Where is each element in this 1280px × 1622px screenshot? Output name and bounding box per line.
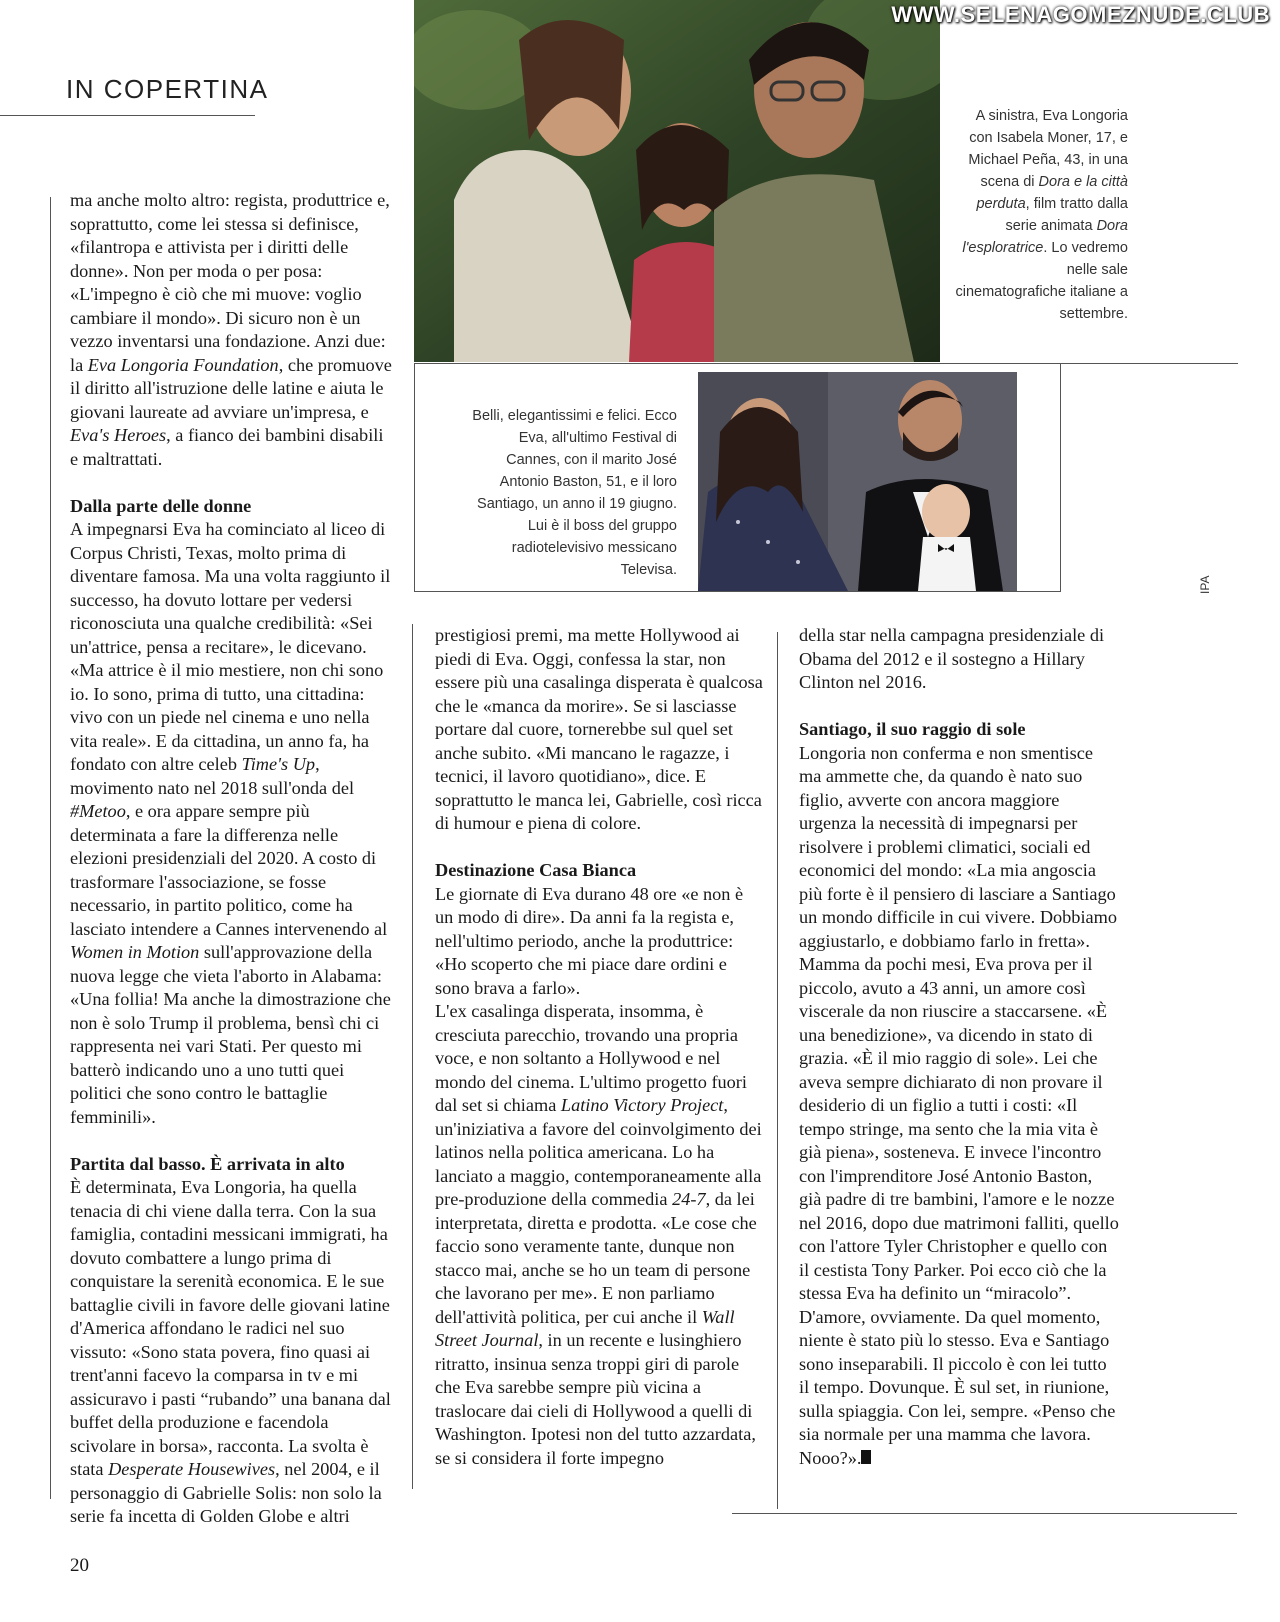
text-run: , che promuove il diritto all'istruzione delle latine e aiuta le giovani laureate ad avviare un'impresa, e <box>70 354 392 422</box>
text-run: È determinata, Eva Longoria, ha quella tenacia di chi viene dalla terra. Con la sua famiglia, contadini messicani immigrati, ha dovuto combattere a lungo prima di conquistare la serenità economica. E le sue battaglie civili in favore delle giovani latine d'America affondano le radici nel suo vissuto: «Sono stata povera, fino quasi ai trent'anni facevo la comparsa in tv e mi assicuravo i pasti “rubando” una banana dal buffet della produzione e facendola scivolare in borsa», racconta. La svolta è stata <box>70 1177 391 1479</box>
movement-name: Time's Up <box>241 754 316 774</box>
film-still-illustration <box>414 0 940 362</box>
caption-series-title: Dora l'esploratrice <box>962 218 1128 256</box>
article-column-3 <box>799 624 1119 1470</box>
text-run: L'ex casalinga disperata, insomma, è cresciuta parecchio, trovando una propria voce, e non soltanto a Hollywood e nel mondo del cinema. L'ultimo progetto fuori dal set si chiama <box>435 1001 747 1115</box>
column-divider-1 <box>412 624 413 1489</box>
article-column-2 <box>435 624 765 1470</box>
paragraph <box>70 189 395 471</box>
subheading: Dalla parte delle donne <box>70 495 252 516</box>
film-still-caption <box>955 105 1128 325</box>
paragraph: Le giornate di Eva durano 48 ore «e non è un modo di dire». Da anni fa la regista e, nell'ultimo periodo, anche la produttrice: «Ho scoperto che mi piace dare ordini e sono brava a farlo». <box>435 883 744 998</box>
page-number: 20 <box>70 1555 89 1576</box>
cannes-photo-caption: Belli, elegantissimi e felici. Ecco Eva, all'ultimo Festival di Cannes, con il marito José Antonio Baston, 51, e il loro Santiago, un anno il 19 giugno. Lui è il boss del gruppo radiotelevisivo messicano Televisa. <box>472 408 677 578</box>
hashtag: #Metoo <box>70 801 126 821</box>
subheading: Partita dal basso. È arrivata in alto <box>70 1153 345 1174</box>
comedy-title: 24-7 <box>672 1189 706 1209</box>
paragraph <box>70 1176 395 1529</box>
cannes-family-photo <box>698 372 1017 591</box>
text-run: , un'iniziativa a favore del coinvolgimento dei latinos nella politica americana. Lo ha lanciato a maggio, contemporaneamente alla pre-produzione della commedia <box>435 1095 762 1209</box>
subheading: Destinazione Casa Bianca <box>435 860 637 880</box>
header-rule <box>0 115 255 116</box>
paragraph: della star nella campagna presidenziale di Obama del 2012 e il sostegno a Hillary Clinton nel 2016. <box>799 625 1105 692</box>
paragraph: prestigiosi premi, ma mette Hollywood ai piedi di Eva. Oggi, confessa la star, non essere più una casalinga disperata è qualcosa che le «manca da morire». Se si lasciasse portare dal cuore, tornerebbe sul quel set anche subito. «Mi mancano le ragazze, i tecnici, il lavoro quotidiano», dice. E soprattutto le manca lei, Gabrielle, così ricca di humour e piena di colore. <box>435 625 763 833</box>
caption-text: , film tratto dalla serie animata <box>1005 196 1128 234</box>
project-name: Latino Victory Project <box>560 1095 724 1115</box>
text-run: , movimento nato nel 2018 sull'onda del <box>70 754 355 798</box>
subheading: Santiago, il suo raggio di sole <box>799 719 1026 739</box>
column-divider-2 <box>777 632 778 1509</box>
text-run: , e ora appare sempre più determinata a fare la differenza nelle elezioni presidenziali del 2020. A costo di trasformare l'associazione, se fosse necessario, in partito politico, come ha lasciato intendere a Cannes intervenendo al <box>70 801 388 939</box>
paragraph <box>435 1000 765 1470</box>
footer-rule <box>732 1513 1237 1514</box>
frame-bottom-rule <box>414 591 1060 592</box>
caption-text: A sinistra, Eva Longoria con Isabela Moner, 17, e Michael Peña, 43, in una scena di <box>968 108 1128 190</box>
film-still-photo <box>414 0 940 362</box>
frame-left-rule <box>414 363 415 592</box>
text-run: , nel 2004, e il personaggio di Gabrielle Solis: non solo la serie fa incetta di Golden Globe e altri <box>70 1459 382 1526</box>
text-run: Longoria non conferma e non smentisce ma ammette che, da quando è nato suo figlio, avverte con ancora maggiore urgenza la necessità di impegnarsi per risolvere i problemi climatici, sociali ed economici del mondo: «La mia angoscia più forte è il pensiero di lasciare a Santiago un mondo difficile in cui vivere. Dobbiamo aggiustarlo, e dobbiamo farlo in fretta». Mamma da pochi mesi, Eva prova per il piccolo, avuto a 43 anni, un amore così viscerale da non riuscire a staccarsene. «È una benedizione», va dicendo in stato di grazia. «È il mio raggio di sole». Lei che aveva sempre dichiarato di non provare il desiderio di un figlio a tutti i costi: «Il tempo stringe, ma sento che la mia vita è già piena», sosteneva. E invece l'incontro con l'imprenditore José Antonio Baston, già padre di tre bambini, l'amore e le nozze nel 2016, dopo due matrimoni falliti, quello con l'attore Tyler Christopher e quello con il cestista Tony Parker. Poi ecco ciò che la stessa Eva ha definito un “miracolo”. D'amore, ovviamente. Da quel momento, niente è stato più lo stesso. Eva e Santiago sono inseparabili. Il piccolo è con lei tutto il tempo. Dovunque. È sul set, in riunione, sulla spiaggia. Con lei, sempre. «Penso che sia normale per una mamma che lavora. Nooo?». <box>799 742 1119 1468</box>
event-name: Women in Motion <box>70 942 200 962</box>
text-run: , da lei interpretata, diretta e prodotta. «Le cose che faccio sono veramente tante, dunque non stacco mai, anche se ho un team di persone che lavorano per me». E non parliamo dell'attività politica, per cui anche il <box>435 1189 757 1327</box>
photo-credit: IPA <box>1198 575 1212 594</box>
text-run: A impegnarsi Eva ha cominciato al liceo di Corpus Christi, Texas, molto prima di diventare famosa. Ma una volta raggiunto il successo, ha dovuto lottare per vedersi riconosciuta una qualche credibilità: «Sei un'attrice, pensa a recitare», le dicevano. «Ma attrice è il mio mestiere, non chi sono io. Io sono, prima di tutto, una cittadina: vivo con un piede nel cinema e uno nella vita reale». E da cittadina, un anno fa, ha fondato con altre celeb <box>70 519 391 774</box>
frame-top-rule <box>414 363 1238 364</box>
frame-right-rule <box>1060 363 1061 592</box>
charity-name: Eva's Heroes <box>70 425 167 445</box>
watermark-text: WWW.SELENAGOMEZNUDE.CLUB <box>891 2 1270 27</box>
text-run: ma anche molto altro: regista, produttrice e, soprattutto, come lei stessa si definisce, «filantropa e attivista per i diritti delle donne». Non per moda o per posa: «L'impegno è ciò che mi muove: voglio cambiare il mondo». Di sicuro non è un vezzo inventarsi una fondazione. Anzi due: la <box>70 190 390 375</box>
cannes-family-illustration <box>698 372 1017 591</box>
column-1-left-rule <box>50 197 51 1499</box>
caption-film-title: Dora e la città perduta <box>976 174 1128 212</box>
paragraph <box>799 742 1119 1471</box>
paragraph <box>70 518 395 1129</box>
text-run: , a fianco dei bambini disabili e maltrattati. <box>70 425 384 469</box>
text-run: sull'approvazione della nuova legge che vieta l'aborto in Alabama: «Una follia! Ma anche la dimostrazione che non è solo Trump il problema, bensì chi ci rappresenta nei vari Stati. Per questo mi batterò indicando uno a uno tutti quei politici che sono contro le battaglie femminili». <box>70 942 391 1127</box>
text-run: , in un recente e lusinghiero ritratto, insinua senza troppi giri di parole che Eva sarebbe sempre più vicina a traslocare dai cieli di Hollywood a quelli di Washington. Ipotesi non del tutto azzardata, se si considera il forte impegno <box>435 1330 756 1468</box>
foundation-name: Eva Longoria Foundation <box>87 354 279 375</box>
end-of-article-icon <box>861 1450 871 1464</box>
article-column-1 <box>70 189 395 1529</box>
caption-text: . Lo vedremo nelle sale cinematografiche italiane a settembre. <box>955 240 1128 322</box>
section-label: IN COPERTINA <box>66 74 269 104</box>
series-title: Desperate Housewives <box>108 1459 276 1479</box>
newspaper-name: Wall Street Journal <box>435 1306 735 1350</box>
